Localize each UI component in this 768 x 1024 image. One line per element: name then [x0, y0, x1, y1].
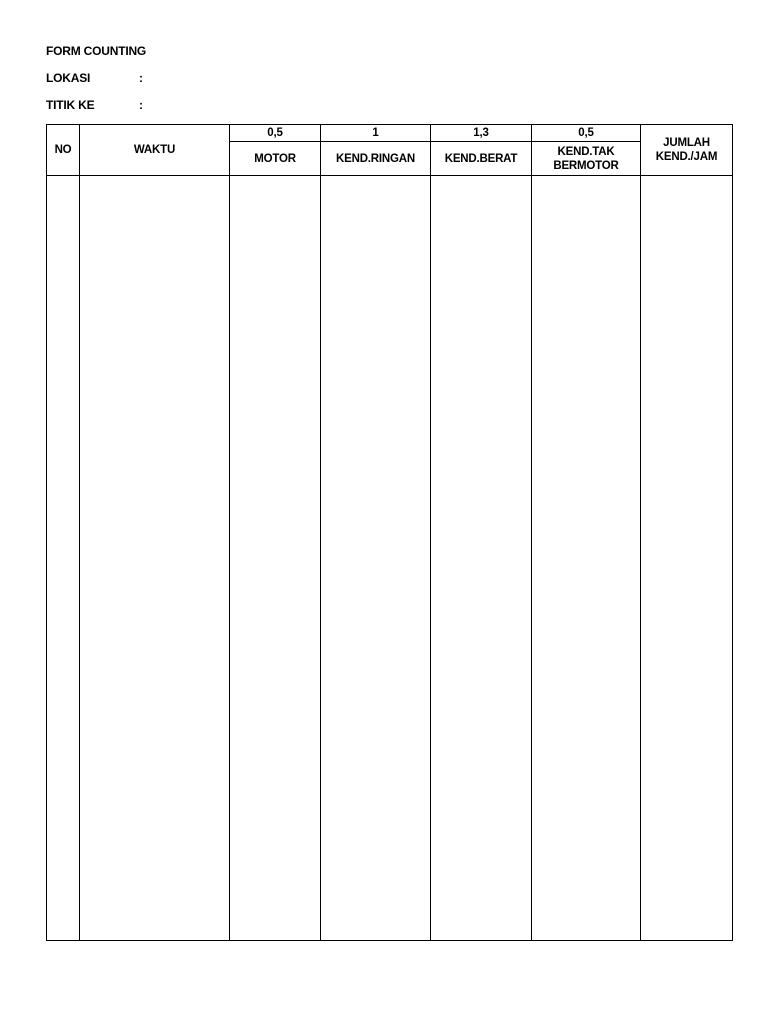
cell-no[interactable]: [47, 176, 80, 941]
header-jumlah-kend-jam: [641, 125, 733, 176]
cell-kend-berat[interactable]: [431, 176, 532, 941]
lokasi-colon: :: [139, 71, 143, 85]
header-motor: MOTOR: [230, 142, 321, 176]
table-body-row: [47, 176, 733, 941]
weight-kend-berat: 1,3: [431, 125, 532, 142]
jumlah-line-2: KEND./JAM: [655, 151, 718, 163]
header-no: NO: [47, 125, 80, 176]
header-waktu: WAKTU: [80, 125, 230, 176]
cell-waktu[interactable]: [80, 176, 230, 941]
cell-kend-ringan[interactable]: [321, 176, 431, 941]
kend-tak-line-1: KEND.TAK: [557, 145, 615, 158]
form-title: FORM COUNTING: [46, 44, 147, 58]
lokasi-label: LOKASI: [46, 71, 91, 85]
header-kend-tak-bermotor: [532, 142, 641, 176]
header-kend-ringan: KEND.RINGAN: [321, 142, 431, 176]
weight-motor: 0,5: [230, 125, 321, 142]
weight-kend-tak-bermotor: 0,5: [532, 125, 641, 142]
cell-kend-tak-bermotor[interactable]: [532, 176, 641, 941]
jumlah-line-1: JUMLAH: [663, 137, 710, 149]
titik-ke-label: TITIK KE: [46, 98, 95, 112]
counting-table: [46, 124, 733, 941]
cell-jumlah-kend-jam[interactable]: [641, 176, 733, 941]
cell-motor[interactable]: [230, 176, 321, 941]
header-kend-berat: KEND.BERAT: [431, 142, 532, 176]
weight-kend-ringan: 1: [321, 125, 431, 142]
table-header-row: [47, 125, 733, 142]
kend-tak-line-2: BERMOTOR: [553, 159, 619, 172]
titik-ke-colon: :: [139, 98, 143, 112]
